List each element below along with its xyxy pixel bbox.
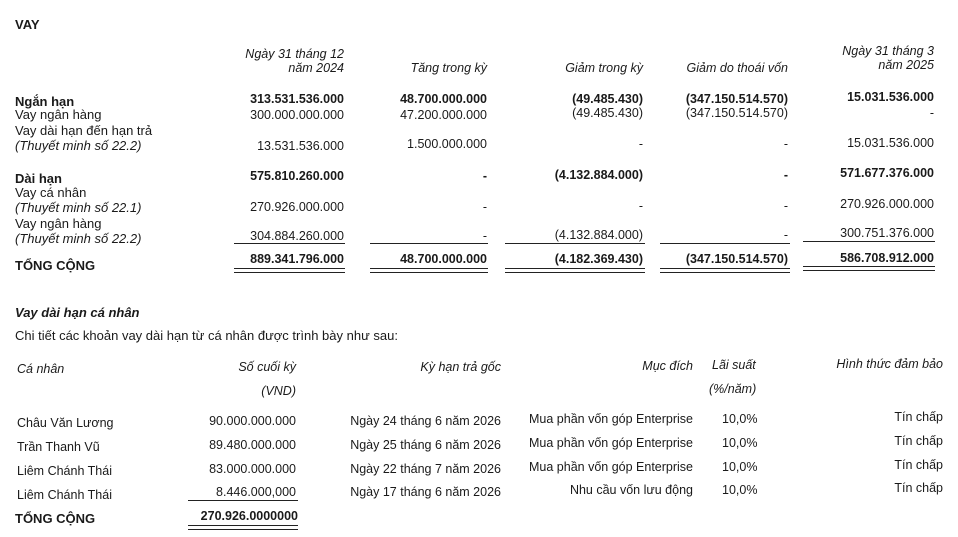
subtotal-rule-col1 — [234, 243, 345, 244]
personal-row-4-term: Ngày 17 tháng 6 năm 2026 — [350, 485, 501, 499]
personal-row-2-balance: 89.480.000.000 — [209, 438, 296, 452]
personal-row-1-term: Ngày 24 tháng 6 năm 2026 — [350, 414, 501, 428]
loan-total-col4: (347.150.514.570) — [685, 252, 788, 266]
subtotal-rule-col5 — [803, 241, 935, 242]
row-current-portion-label-1: Vay dài hạn đến hạn trả — [15, 123, 153, 138]
row-long-term-col5: 571.677.376.000 — [840, 166, 934, 180]
row-personal-loan-col3: - — [638, 199, 643, 213]
personal-header-term: Kỳ hạn trả gốc — [420, 360, 501, 374]
personal-header-balance-1: Số cuối kỳ — [238, 360, 296, 374]
row-current-portion-label-2: (Thuyết minh số 22.2) — [15, 138, 142, 153]
personal-row-3-rate: 10,0% — [722, 460, 758, 474]
row-bank-loan-col3: (49.485.430) — [572, 106, 643, 120]
personal-row-1-balance: 90.000.000.000 — [209, 414, 296, 428]
total-double-rule-col3 — [505, 268, 645, 273]
personal-total-double-rule — [188, 525, 298, 530]
total-double-rule-col2 — [370, 268, 488, 273]
personal-row-3-balance: 83.000.000.000 — [209, 462, 296, 476]
personal-row-1-security: Tín chấp — [894, 410, 943, 424]
row-bank-loan-col1: 300.000.000.000 — [250, 108, 344, 122]
personal-row-4-purpose: Nhu cầu vốn lưu động — [569, 483, 693, 497]
personal-header-purpose: Mục đích — [642, 359, 693, 373]
row-current-portion-col2: 1.500.000.000 — [407, 137, 487, 151]
row-current-portion-col4: - — [783, 137, 788, 151]
section-title: VAY — [15, 17, 40, 32]
personal-row-1-purpose: Mua phần vốn góp Enterprise — [529, 412, 693, 426]
row-current-portion-col1: 13.531.536.000 — [257, 139, 344, 153]
personal-section-intro: Chi tiết các khoản vay dài hạn từ cá nhân được trình bày như sau: — [15, 328, 398, 343]
total-double-rule-col5 — [803, 266, 935, 271]
personal-header-balance-2: (VND) — [261, 384, 296, 398]
row-short-term-col2: 48.700.000.000 — [400, 92, 487, 106]
row-short-term-col4: (347.150.514.570) — [685, 92, 788, 106]
row-lt-bank-loan-col2: - — [482, 229, 487, 243]
row-short-term-col3: (49.485.430) — [572, 92, 643, 106]
header-col5-line1: Ngày 31 tháng 3 — [842, 44, 934, 58]
personal-row-2-rate: 10,0% — [722, 436, 758, 450]
header-col2: Tăng trong kỳ — [410, 61, 487, 75]
row-personal-loan-col1: 270.926.000.000 — [250, 200, 344, 214]
total-double-rule-col1 — [234, 268, 345, 273]
row-lt-bank-loan-col4: - — [783, 228, 788, 242]
row-personal-loan-col4: - — [783, 199, 788, 213]
personal-row-2-purpose: Mua phần vốn góp Enterprise — [529, 436, 693, 450]
row-long-term-col4: - — [783, 168, 788, 182]
personal-subtotal-rule — [188, 500, 298, 501]
personal-row-3-security: Tín chấp — [894, 458, 943, 472]
row-short-term-col1: 313.531.536.000 — [250, 92, 344, 106]
loan-total-col5: 586.708.912.000 — [840, 251, 934, 265]
personal-row-4-security: Tín chấp — [894, 481, 943, 495]
personal-row-4-name: Liêm Chánh Thái — [17, 488, 112, 502]
subtotal-rule-col4 — [660, 243, 790, 244]
personal-header-rate-1: Lãi suất — [712, 358, 756, 372]
personal-row-1-rate: 10,0% — [722, 412, 758, 426]
personal-row-2-security: Tín chấp — [894, 434, 943, 448]
header-col1-line2: năm 2024 — [288, 61, 344, 75]
header-col4: Giảm do thoái vốn — [686, 61, 788, 75]
loan-total-label: TỔNG CỘNG — [15, 258, 96, 273]
row-current-portion-col3: - — [638, 137, 643, 151]
row-lt-bank-loan-col1: 304.884.260.000 — [250, 229, 344, 243]
row-lt-bank-loan-label-2: (Thuyết minh số 22.2) — [15, 231, 142, 246]
row-lt-bank-loan-col3: (4.132.884.000) — [554, 228, 643, 242]
loan-total-col2: 48.700.000.000 — [400, 252, 487, 266]
personal-row-3-term: Ngày 22 tháng 7 năm 2026 — [350, 462, 501, 476]
row-bank-loan-label: Vay ngân hàng — [15, 107, 102, 122]
row-bank-loan-col4: (347.150.514.570) — [685, 106, 788, 120]
row-lt-bank-loan-label-1: Vay ngân hàng — [15, 216, 102, 231]
row-bank-loan-col2: 47.200.000.000 — [400, 108, 487, 122]
personal-row-3-purpose: Mua phần vốn góp Enterprise — [529, 460, 693, 474]
personal-row-4-balance: 8.446.000,000 — [216, 485, 296, 499]
personal-row-2-term: Ngày 25 tháng 6 năm 2026 — [350, 438, 501, 452]
personal-total-label: TỔNG CỘNG — [15, 511, 96, 526]
row-personal-loan-label-2: (Thuyết minh số 22.1) — [15, 200, 142, 215]
header-col1-line1: Ngày 31 tháng 12 — [245, 47, 344, 61]
row-short-term-col5: 15.031.536.000 — [847, 90, 934, 104]
row-short-term-label: Ngắn hạn — [15, 94, 75, 109]
row-personal-loan-label-1: Vay cá nhân — [15, 185, 87, 200]
personal-header-security: Hình thức đảm bảo — [836, 357, 943, 371]
personal-header-rate-2: (%/năm) — [709, 382, 757, 396]
row-long-term-label: Dài hạn — [15, 171, 62, 186]
loan-total-col1: 889.341.796.000 — [250, 252, 344, 266]
personal-row-4-rate: 10,0% — [722, 483, 758, 497]
row-long-term-col3: (4.132.884.000) — [554, 168, 643, 182]
row-long-term-col1: 575.810.260.000 — [250, 169, 344, 183]
row-long-term-col2: - — [482, 169, 487, 183]
personal-total-balance: 270.926.0000000 — [200, 509, 298, 523]
loan-total-col3: (4.182.369.430) — [554, 252, 643, 266]
row-bank-loan-col5: - — [929, 106, 934, 120]
personal-header-name: Cá nhân — [17, 362, 65, 376]
subtotal-rule-col2 — [370, 243, 488, 244]
header-col5-line2: năm 2025 — [878, 58, 934, 72]
personal-row-1-name: Châu Văn Lương — [17, 416, 114, 430]
personal-row-2-name: Trần Thanh Vũ — [17, 440, 100, 454]
personal-row-3-name: Liêm Chánh Thái — [17, 464, 112, 478]
row-personal-loan-col2: - — [482, 200, 487, 214]
personal-section-title: Vay dài hạn cá nhân — [15, 305, 140, 320]
header-col3: Giảm trong kỳ — [565, 61, 643, 75]
subtotal-rule-col3 — [505, 243, 645, 244]
row-personal-loan-col5: 270.926.000.000 — [840, 197, 934, 211]
total-double-rule-col4 — [660, 268, 790, 273]
row-lt-bank-loan-col5: 300.751.376.000 — [840, 226, 934, 240]
row-current-portion-col5: 15.031.536.000 — [847, 136, 934, 150]
